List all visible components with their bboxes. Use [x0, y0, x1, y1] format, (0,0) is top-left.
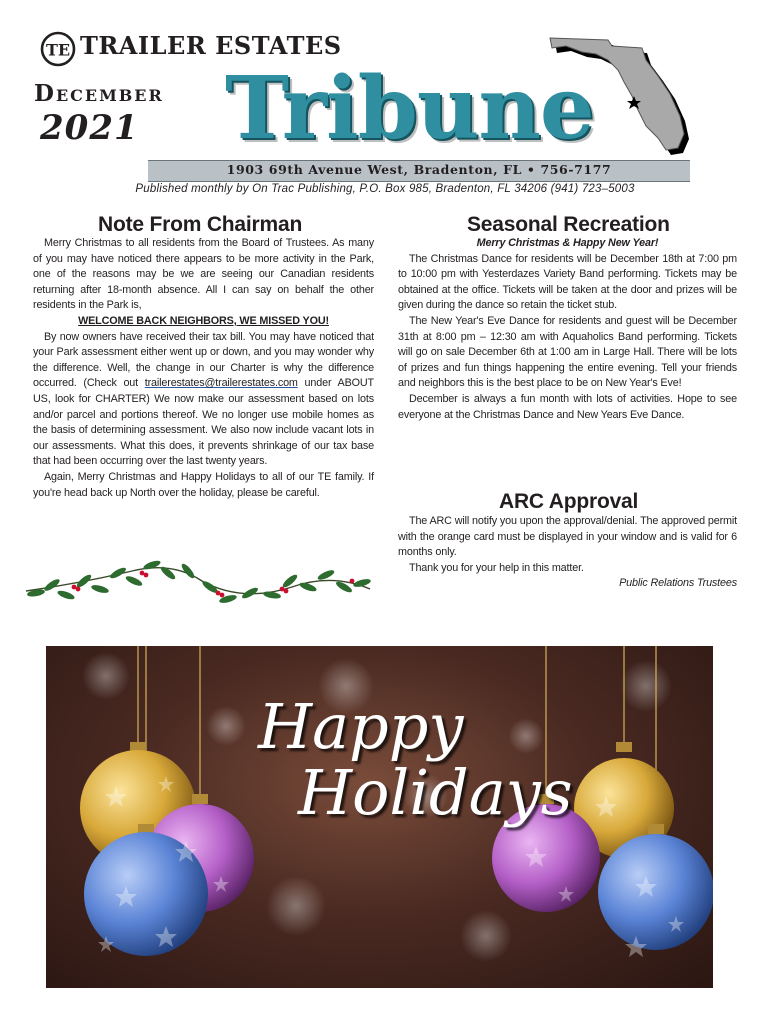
arc-article	[398, 514, 737, 592]
issue-month: December	[34, 80, 164, 107]
chairman-p2-before: By now owners have received their tax bill. You may have noticed that your Park assessment either went up or down, and you may wonder why the difference. Well, the change in our Charter is why the difference occurred. (Check out	[33, 330, 374, 390]
recreation-paragraph-3: December is always a fun month with lots of activities. Hope to see everyone at the Christmas Dance and New Years Eve Dance.	[398, 392, 737, 421]
chairman-paragraph-1: Merry Christmas to all residents from the Board of Trustees. As many of you may have noticed there appears to be more activity in the Park, one of the reasons may be we are seeing our Canadian residents returning after 18-month absence. All I can say on behalf the other residents in the Park is,	[33, 237, 374, 312]
publisher-line: Published monthly by On Trac Publishing, P.O. Box 985, Bradenton, FL 34206 (941) 723–5003	[135, 183, 635, 195]
chairman-headline: Note From Chairman	[98, 213, 303, 236]
holiday-greeting	[258, 690, 573, 829]
holly-garland-icon	[22, 553, 374, 609]
charter-link[interactable]: trailerestates@trailerestates.com	[144, 377, 298, 390]
arc-signature: Public Relations Trustees	[619, 577, 737, 590]
arc-paragraph-2: Thank you for your help in this matter.	[409, 561, 584, 574]
newsletter-title: Tribune	[225, 58, 594, 159]
arc-paragraph-1: The ARC will notify you upon the approval/denial. The approved permit with the orange card must be displayed in your window and is valid for 6 months only.	[398, 515, 737, 559]
recreation-article	[398, 236, 737, 423]
chairman-p2-after: under ABOUT US, look for CHARTER) We now make our assessment based on lots and/or parcel and portions thereof. We no longer use mobile homes as the basis of determining assessment. We also now include vacant lots in our assessments. What this does, it prevents shrinkage of our tax base that had been occurring over the last twenty years.	[33, 377, 374, 468]
recreation-paragraph-1: The Christmas Dance for residents will be December 18th at 7:00 pm to 10:00 pm with Yesterdazes Variety Band performing. Tickets may be obtained at the office. Tickets will be taken at the door and prizes will be given during the dance so retain the ticket stub.	[398, 252, 737, 312]
greeting-line-2: Holidays	[298, 756, 573, 829]
greeting-line-1: Happy	[258, 690, 464, 763]
florida-map-icon	[538, 30, 698, 158]
holiday-image	[46, 646, 713, 988]
te-logo-text: TE	[45, 40, 71, 60]
address-bar	[148, 160, 690, 182]
chairman-paragraph-2	[33, 330, 374, 470]
chairman-welcome: WELCOME BACK NEIGHBORS, WE MISSED YOU!	[78, 314, 329, 327]
address-text: 1903 69th Avenue West, Bradenton, FL • 756-7177	[226, 162, 612, 177]
arc-headline: ARC Approval	[499, 490, 639, 513]
chairman-paragraph-3: Again, Merry Christmas and Happy Holidays to all of our TE family. If you're head back up North over the holiday, please be careful.	[33, 470, 374, 499]
org-name: TRAILER ESTATES	[80, 31, 342, 60]
recreation-headline: Seasonal Recreation	[467, 213, 670, 236]
recreation-paragraph-2: The New Year's Eve Dance for residents and guest will be December 31th at 8:00 pm – 12:30 am with Aquaholics Band performing. Tickets will go on sale December 6th at 1:00 am in Large Hall. There will be lots of prizes and fun things happening the entire evening. Tell your friends and neighbors this is the best place to be on New Year's Eve!	[398, 314, 737, 390]
recreation-subhead: Merry Christmas & Happy New Year!	[476, 237, 659, 249]
chairman-article	[33, 236, 374, 501]
issue-year: 2021	[40, 108, 139, 148]
te-logo-icon	[40, 31, 76, 67]
